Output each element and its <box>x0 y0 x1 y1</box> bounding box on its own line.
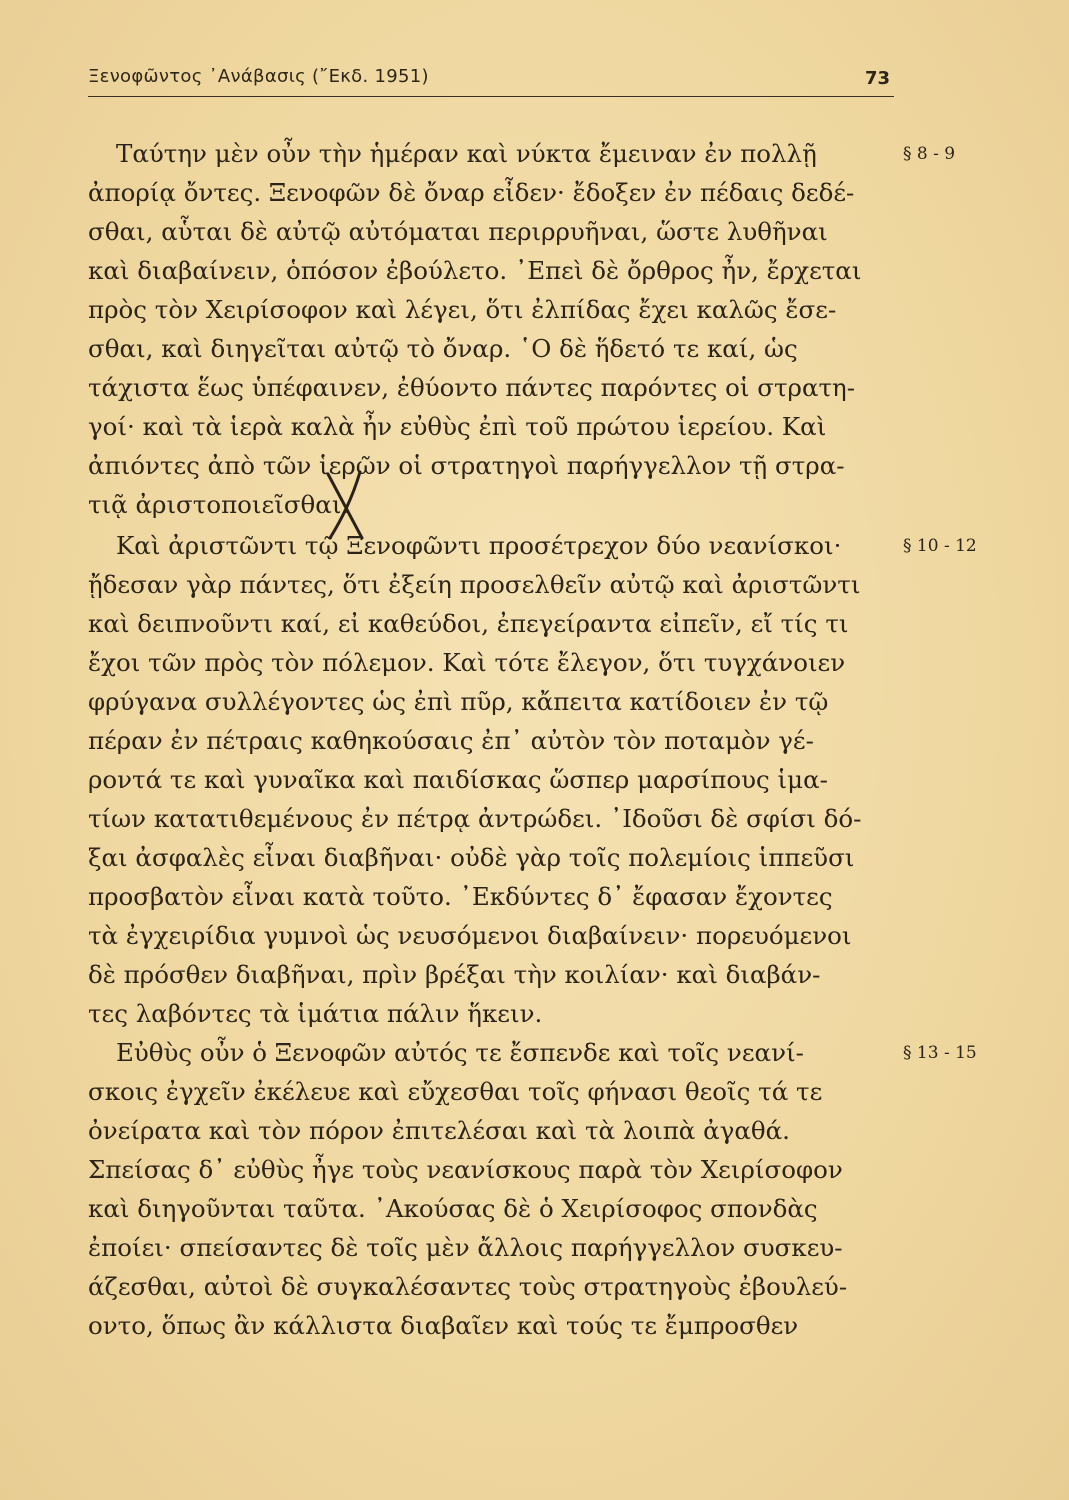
text-line: Ταύτην μὲν οὖν τὴν ἡμέραν καὶ νύκτα ἔμειναν ἐν πολλῇ <box>116 139 817 168</box>
text-line: σθαι, αὗται δὲ αὐτῷ αὐτόμαται περιρρυῆναι, ὥστε λυθῆναι <box>88 217 828 246</box>
text-line: ροντά τε καὶ γυναῖκα καὶ παιδίσκας ὥσπερ μαρσίπους ἱμα- <box>88 765 828 794</box>
text-line: σκοις ἐγχεῖν ἐκέλευε καὶ εὔχεσθαι τοῖς φήνασι θεοῖς τά τε <box>88 1077 823 1106</box>
text-line: Εὐθὺς οὖν ὁ Ξενοφῶν αὐτός τε ἔσπενδε καὶ τοῖς νεανί- <box>116 1038 804 1067</box>
margin-section-ref: § 13 - 15 <box>903 1043 977 1063</box>
text-line: Σπείσας δ᾿ εὐθὺς ἦγε τοὺς νεανίσκους παρὰ τὸν Χειρίσοφον <box>88 1155 843 1184</box>
text-line: ᾔδεσαν γὰρ πάντες, ὅτι ἐξείη προσελθεῖν αὐτῷ καὶ ἀριστῶντι <box>88 570 861 599</box>
header-title: Ξενοφῶντος ᾿Ανάβασις (῎Εκδ. 1951) <box>88 66 429 87</box>
page-number: 73 <box>864 68 890 89</box>
text-line: καὶ διηγοῦνται ταῦτα. ᾿Ακούσας δὲ ὁ Χειρίσοφος σπονδὰς <box>88 1194 818 1223</box>
text-line: τες λαβόντες τὰ ἱμάτια πάλιν ἥκειν. <box>88 999 543 1028</box>
text-line: πρὸς τὸν Χειρίσοφον καὶ λέγει, ὅτι ἐλπίδας ἔχει καλῶς ἔσε- <box>88 295 837 324</box>
pen-cross-mark <box>320 466 370 546</box>
text-line: καὶ δειπνοῦντι καί, εἰ καθεύδοι, ἐπεγείραντα εἰπεῖν, εἴ τίς τι <box>88 609 849 638</box>
running-header <box>88 66 894 97</box>
text-line: ἀπιόντες ἀπὸ τῶν ἱερῶν οἱ στρατηγοὶ παρήγγελλον τῇ στρα- <box>88 451 845 480</box>
text-line: σθαι, καὶ διηγεῖται αὐτῷ τὸ ὄναρ. ῾Ο δὲ ἥδετό τε καί, ὡς <box>88 334 798 363</box>
text-line: τάχιστα ἕως ὑπέφαινεν, ἐθύοντο πάντες παρόντες οἱ στρατη- <box>88 373 856 402</box>
text-line: τίων κατατιθεμένους ἐν πέτρᾳ ἀντρώδει. ᾿Ιδοῦσι δὲ σφίσι δό- <box>88 804 862 833</box>
text-line: ὀνείρατα καὶ τὸν πόρον ἐπιτελέσαι καὶ τὰ λοιπὰ ἀγαθά. <box>88 1116 790 1145</box>
text-line: οντο, ὅπως ἂν κάλλιστα διαβαῖεν καὶ τούς τε ἔμπροσθεν <box>88 1311 799 1340</box>
text-line: ἔχοι τῶν πρὸς τὸν πόλεμον. Καὶ τότε ἔλεγον, ὅτι τυγχάνοιεν <box>88 648 846 677</box>
margin-section-ref: § 8 - 9 <box>903 144 956 164</box>
text-line: ἐποίει· σπείσαντες δὲ τοῖς μὲν ἄλλοις παρήγγελλον συσκευ- <box>88 1233 843 1262</box>
text-line: τὰ ἐγχειρίδια γυμνοὶ ὡς νευσόμενοι διαβαίνειν· πορευόμενοι <box>88 921 852 950</box>
text-line: φρύγανα συλλέγοντες ὡς ἐπὶ πῦρ, κἄπειτα κατίδοιεν ἐν τῷ <box>88 687 829 716</box>
text-line: γοί· καὶ τὰ ἱερὰ καλὰ ἦν εὐθὺς ἐπὶ τοῦ πρώτου ἱερείου. Καὶ <box>88 412 827 441</box>
text-line: πέραν ἐν πέτραις καθηκούσαις ἐπ᾿ αὐτὸν τὸν ποταμὸν γέ- <box>88 726 814 755</box>
margin-section-ref: § 10 - 12 <box>903 536 977 556</box>
text-line: ξαι ἀσφαλὲς εἶναι διαβῆναι· οὐδὲ γὰρ τοῖς πολεμίοις ἱππεῦσι <box>88 843 855 872</box>
text-line: Καὶ ἀριστῶντι τῷ Ξενοφῶντι προσέτρεχον δύο νεανίσκοι· <box>116 531 842 560</box>
text-line: καὶ διαβαίνειν, ὁπόσον ἐβούλετο. ᾿Επεὶ δὲ ὄρθρος ἦν, ἔρχεται <box>88 256 862 285</box>
text-line: προσβατὸν εἶναι κατὰ τοῦτο. ᾿Εκδύντες δ᾿ ἔφασαν ἔχοντες <box>88 882 833 911</box>
text-line: δὲ πρόσθεν διαβῆναι, πρὶν βρέξαι τὴν κοιλίαν· καὶ διαβάν- <box>88 960 821 989</box>
text-line: άζεσθαι, αὐτοὶ δὲ συγκαλέσαντες τοὺς στρατηγοὺς ἐβουλεύ- <box>88 1272 848 1301</box>
text-line: ἀπορίᾳ ὄντες. Ξενοφῶν δὲ ὄναρ εἶδεν· ἔδοξεν ἐν πέδαις δεδέ- <box>88 178 855 207</box>
text-line: τιᾷ ἀριστοποιεῖσθαι. <box>88 490 350 519</box>
